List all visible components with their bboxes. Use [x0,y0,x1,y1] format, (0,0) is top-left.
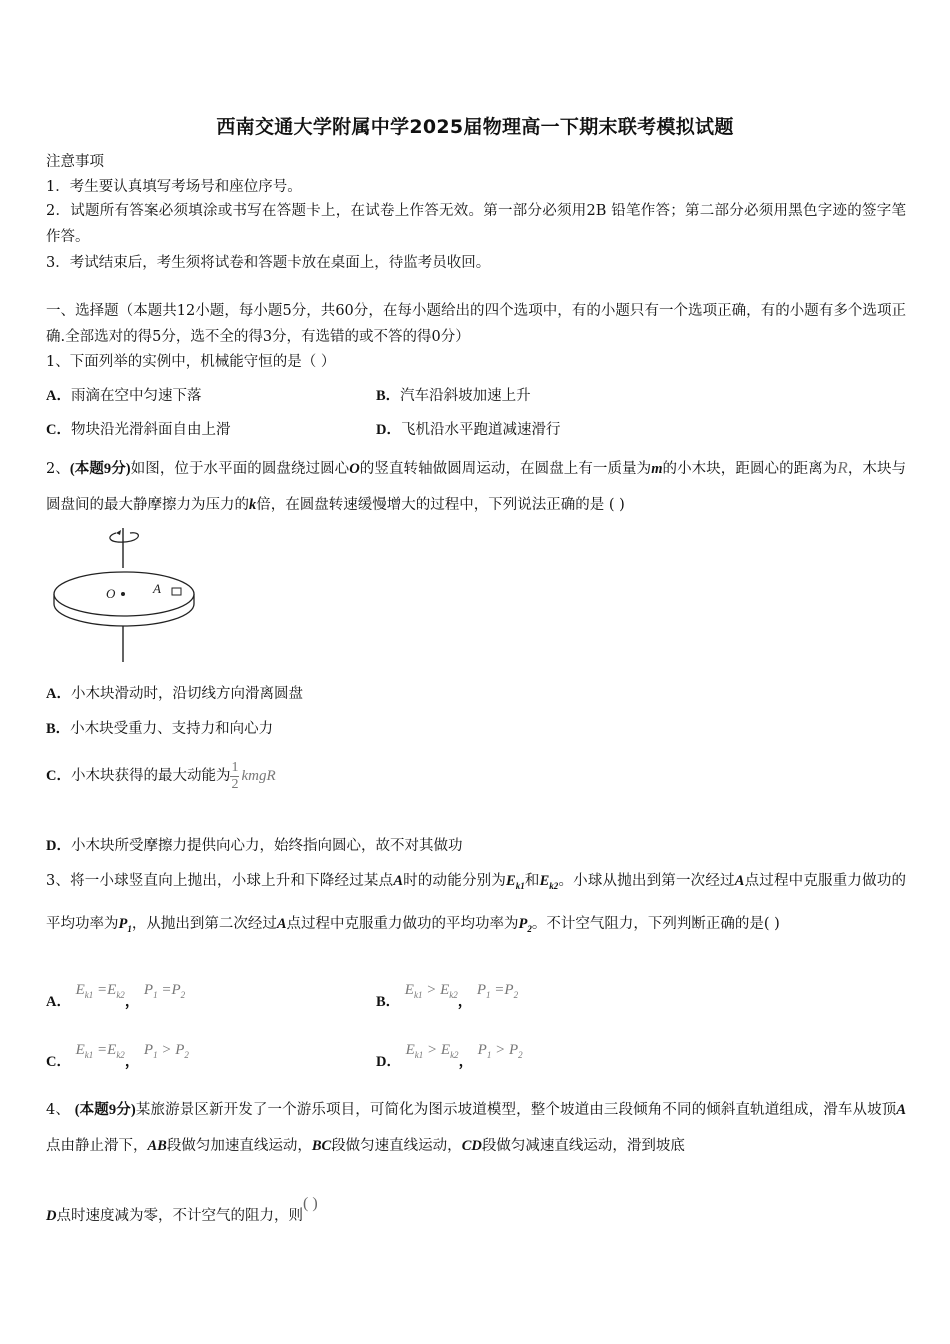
option-label: A． [46,686,71,702]
answer-paren: ( ) [302,1195,318,1212]
stem-text: 。不计空气阻力，下列判断正确的是( ) [531,915,780,932]
sym-P: P [477,1042,487,1058]
stem-text: 和 [524,873,540,889]
q1-option-c [46,420,230,440]
stem-text: 如图，位于水平面的圆盘绕过圆心 [130,461,350,477]
option-label: D． [46,838,71,854]
sym-E: E [107,1042,117,1058]
stem-text: 时的动能分别为 [402,873,507,889]
option-formula [76,1042,125,1058]
relation: > [495,1042,506,1058]
subscript: k2 [450,1050,459,1060]
q1-option-b [376,386,531,406]
notice-heading: 注意事项 [46,154,104,170]
relation: > [161,1042,172,1058]
question-number: 2、 [46,461,70,477]
symbol-A: A [393,873,403,889]
q2-option-d [46,836,462,856]
formula-expr: kmgR [241,768,276,784]
question-number: 4、 [46,1102,70,1118]
stem-text: 。小球从抛出到第一次经过 [558,873,735,889]
option-formula [477,982,518,998]
relation: > [427,1042,438,1058]
symbol-BC: BC [311,1138,332,1154]
comma: ， [124,993,140,1010]
stem-text: 点由静止滑下， [46,1138,148,1154]
stem-text: 点过程中克服重力做功的平均功率为 [46,873,907,932]
sym-P: P [508,1042,519,1058]
subscript: k2 [449,990,458,1000]
symbol-AB: AB [147,1138,167,1154]
relation: = [161,982,172,998]
option-label: A． [46,388,71,404]
subscript: k1 [84,990,94,1000]
page-title: 西南交通大学附属中学2025届物理高一下期末联考模拟试题 [216,116,734,138]
wood-block [172,588,181,595]
fraction-numerator: 1 [231,759,239,775]
option-label: D． [376,422,401,438]
option-formula [406,1042,459,1058]
stem-text: 点过程中克服重力做功的平均功率为 [286,915,519,932]
symbol-A: A [276,915,287,932]
q1-option-d [376,420,560,440]
sym-P: P [476,982,487,998]
option-text: 小木块所受摩擦力提供向心力，始终指向圆心，故不对其做功 [70,838,463,854]
comma: ， [457,993,473,1010]
q3-option-b [376,980,518,1012]
subscript: k2 [549,880,559,891]
symbol-k: k [249,497,257,513]
center-label: O [106,586,116,601]
question-3-stem [46,862,906,948]
stem-text: 某旅游景区新开发了一个游乐项目，可简化为图示坡道模型，整个坡道由三段倾角不同的倾斜直轨道组成，滑车从坡顶 [135,1102,897,1118]
subscript: 1 [127,923,132,934]
subscript: 2 [184,1050,189,1060]
relation: > [426,982,437,998]
q2-option-b [46,719,273,739]
question-score: (本题9分) [69,461,131,477]
option-formula [144,982,185,998]
subscript: 1 [153,1050,158,1060]
option-text: 小木块获得的最大动能为 [70,768,231,784]
sym-E: E [440,982,450,998]
subscript: 1 [486,990,491,1000]
relation: = [494,982,505,998]
stem-text: 段做匀速直线运动， [331,1138,462,1154]
comma: ， [458,1053,474,1070]
q3-option-c [46,1040,189,1072]
stem-text: ，从抛出到第二次经过 [131,915,277,932]
comma: ， [124,1053,140,1070]
question-score: (本题9分) [74,1102,136,1118]
option-text: 小木块受重力、支持力和向心力 [70,721,274,737]
question-2-stem [46,450,906,523]
option-label: C． [46,768,71,784]
rotation-arrow-icon [110,533,138,542]
block-label: A [153,581,161,596]
stem-text: ，木块与圆盘间的最大静摩擦力为压力的 [46,461,907,513]
stem-text: 段做匀加速直线运动， [166,1138,312,1154]
option-text: 飞机沿水平跑道减速滑行 [400,422,561,438]
notice-item: 2．试题所有答案必须填涂或书写在答题卡上，在试卷上作答无效。第一部分必须用2B 铅笔作答；第二部分必须用黑色字迹的签字笔作答。 [46,203,906,245]
notice-item: 3．考试结束后，考生须将试卷和答题卡放在桌面上，待监考员收回。 [46,255,491,271]
option-text: 汽车沿斜坡加速上升 [400,388,531,404]
sym-E: E [440,1042,451,1058]
subscript: k1 [84,1050,94,1060]
subscript: 2 [180,990,186,1000]
question-1-stem: 1、下面列举的实例中，机械能守恒的是（ ） [46,354,336,370]
option-label: B． [376,994,401,1010]
subscript: 2 [518,1050,523,1060]
symbol-A: A [734,873,745,889]
stem-text: 3、将一小球竖直向上抛出，小球上升和下降经过某点 [46,873,394,889]
sym-P: P [171,982,181,998]
subscript: k1 [515,880,525,891]
sym-P: P [143,1042,154,1058]
arrow-head-icon [116,530,121,535]
subscript: 2 [513,990,519,1000]
fraction-denominator: 2 [231,776,239,792]
option-label: B． [46,721,71,737]
stem-text: 的小木块，距圆心的距离为 [662,461,838,477]
sym-E: E [107,982,117,998]
q3-option-d [376,1040,523,1072]
symbol-m: m [651,461,663,477]
option-formula [76,982,125,998]
option-formula [478,1042,523,1058]
symbol-O: O [349,461,360,477]
q2-option-a [46,684,303,704]
stem-text: 的竖直转轴做圆周运动，在圆盘上有一质量为 [359,461,652,477]
option-text: 雨滴在空中匀速下落 [70,388,202,404]
sym-E: E [75,982,85,998]
stem-text: 段做匀减速直线运动，滑到坡底 [481,1138,685,1154]
subscript: k2 [116,1050,125,1060]
option-label: D． [376,1054,401,1070]
option-text: 物块沿光滑斜面自由上滑 [70,422,231,438]
symbol-D: D [46,1208,57,1224]
subscript: k2 [116,990,125,1000]
sym-E: E [404,982,414,998]
option-label: C． [46,422,71,438]
option-text: 小木块滑动时，沿切线方向滑离圆盘 [70,686,303,702]
stem-text: 倍，在圆盘转速缓慢增大的过程中，下列说法正确的是 ( ) [256,497,625,513]
q2-option-c [46,755,276,797]
symbol-P: P [118,915,128,932]
q1-option-a [46,386,201,406]
subscript: 2 [527,923,532,934]
option-label: A． [46,994,71,1010]
symbol-R: R [837,458,848,477]
option-label: B． [376,388,401,404]
sym-P: P [143,982,154,998]
symbol-E: E [506,873,516,889]
subscript: 1 [153,990,158,1000]
question-4-stem-end [46,1194,318,1226]
symbol-A: A [896,1102,906,1118]
sym-P: P [175,1042,185,1058]
symbol-CD: CD [461,1138,482,1154]
subscript: 1 [486,1050,492,1060]
sym-E: E [75,1042,85,1058]
relation: = [97,1042,108,1058]
question-4-stem [46,1092,906,1164]
subscript: k1 [413,990,423,1000]
notice-item: 1．考生要认真填写考场号和座位序号。 [46,179,302,195]
section-intro: 一、选择题（本题共12小题，每小题5分，共60分，在每小题给出的四个选项中，有的小题只有一个选项正确，有的小题有多个选项正确.全部选对的得5分，选不全的得3分，有选错的或不答的得0分） [46,303,906,345]
symbol-P: P [518,915,528,932]
option-formula [405,982,458,998]
option-label: C． [46,1054,71,1070]
stem-text: 点时速度减为零，不计空气的阻力，则 [56,1208,303,1224]
option-formula [144,1042,189,1058]
sym-P: P [504,982,514,998]
rotating-disc-figure [46,522,206,664]
sym-E: E [405,1042,415,1058]
fraction [230,760,239,793]
subscript: k1 [414,1050,424,1060]
relation: = [97,982,108,998]
q3-option-a [46,980,185,1012]
center-dot [121,592,125,596]
symbol-E: E [539,873,550,889]
